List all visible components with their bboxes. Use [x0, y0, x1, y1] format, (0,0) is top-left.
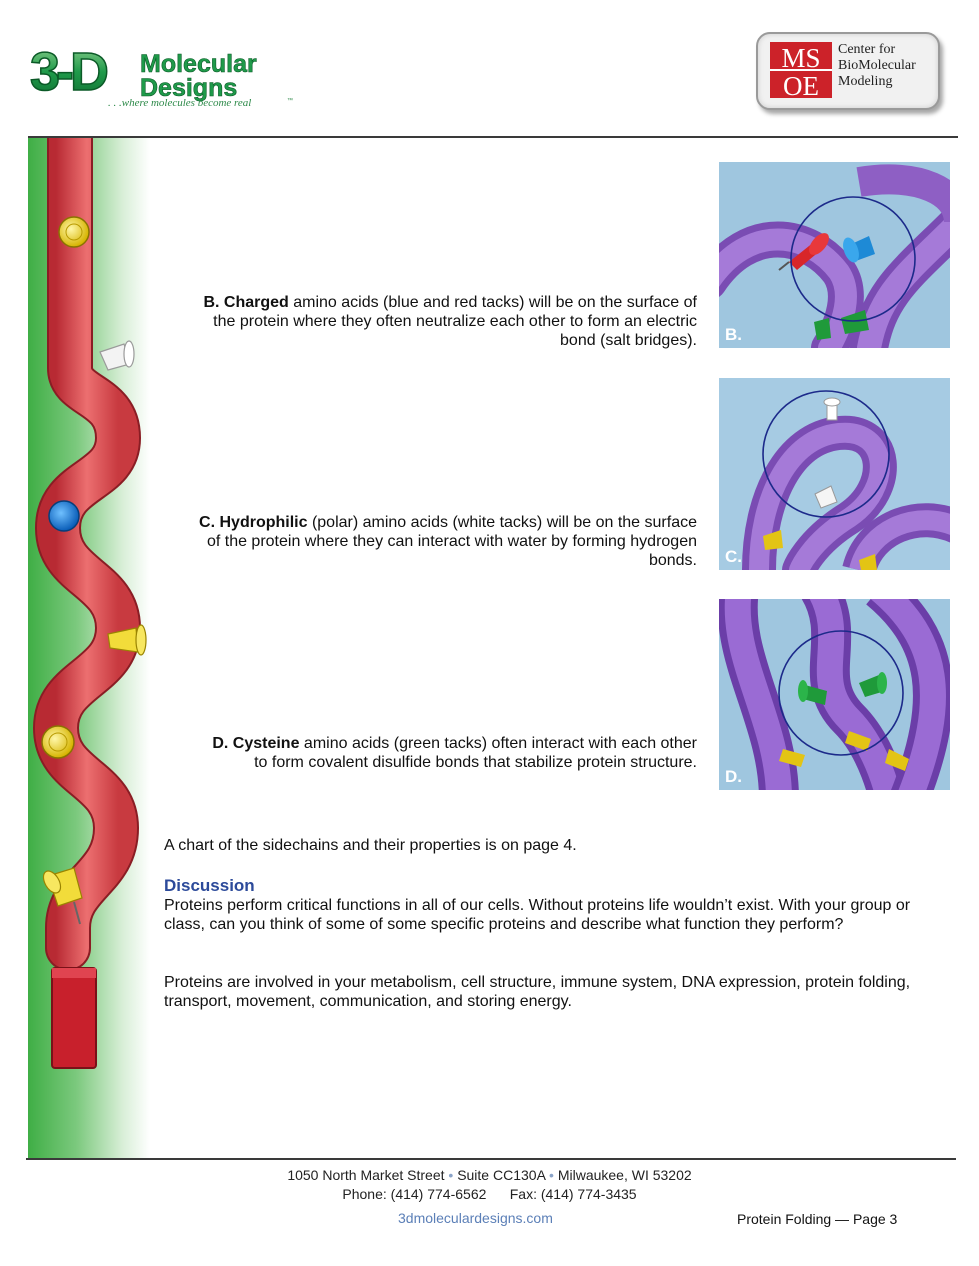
- footer-street: 1050 North Market Street: [287, 1167, 445, 1183]
- chart-reference-note: A chart of the sidechains and their properties is on page 4.: [164, 837, 577, 854]
- side-protein-illustration: [28, 138, 158, 1078]
- 3d-molecular-designs-logo: [28, 40, 303, 110]
- photo-label-b: B.: [725, 325, 742, 344]
- msoe-mark-top: MS: [781, 43, 821, 73]
- protein-chain-graphic: [28, 138, 158, 1078]
- footer-website-link[interactable]: 3dmoleculardesigns.com: [398, 1210, 553, 1226]
- protein-chain-body: [56, 138, 118, 948]
- photo-label-c: C.: [725, 547, 742, 566]
- msoe-logo-mark: [770, 42, 832, 98]
- yellow-tack-icon: [42, 726, 74, 758]
- footer-page-label: Protein Folding — Page 3: [737, 1211, 898, 1227]
- discussion-paragraph-2: Proteins are involved in your metabolism, cell structure, immune system, DNA expression, protein folding, transport, movement, communication, and storing energy.: [164, 974, 911, 1010]
- footer-contact: [0, 1186, 979, 1202]
- photo-charged-tacks: [719, 162, 950, 348]
- logo-mark: 3-D: [30, 42, 106, 102]
- charged-tacks-image: [719, 162, 950, 348]
- cysteine-tacks-image: [719, 599, 950, 790]
- logo-tagline: . . .where molecules become real: [108, 97, 252, 109]
- item-hydrophilic-text: [197, 513, 697, 570]
- discussion-heading: Discussion: [164, 876, 255, 895]
- item-charged-text: [197, 293, 697, 350]
- header-divider: [28, 136, 958, 138]
- item-hydrophilic-title: C. Hydrophilic: [199, 514, 308, 531]
- footer-suite: Suite CC130A: [457, 1167, 546, 1183]
- item-cysteine-text: [197, 734, 697, 772]
- logo-trademark: ™: [287, 98, 293, 104]
- footer-separator: •: [448, 1167, 454, 1183]
- hydrophilic-tacks-image: [719, 378, 950, 570]
- footer-separator: •: [549, 1167, 554, 1183]
- blue-tack-icon: [49, 501, 79, 531]
- logo-graphic: [28, 40, 303, 110]
- photo-cysteine-tacks: [719, 599, 950, 790]
- discussion-paragraph-1: Proteins perform critical functions in all of our cells. Without proteins life wouldn’t exist. With your group or class, can you think of some of some specific proteins and describe what function they perform?: [164, 897, 911, 933]
- photo-hydrophilic-tacks: [719, 378, 950, 570]
- yellow-tack-icon: [59, 217, 89, 247]
- footer-divider: [26, 1158, 956, 1160]
- msoe-line-2: BioMolecular: [838, 58, 916, 73]
- footer-fax: Fax: (414) 774-3435: [509, 1186, 637, 1202]
- white-tack-icon: [100, 341, 134, 370]
- item-charged-body: amino acids (blue and red tacks) will be on the surface of the protein where they often neutralize each other to form an electric bond (salt bridges).: [213, 294, 697, 349]
- msoe-line-1: Center for: [838, 42, 896, 57]
- chain-end-cap: [52, 968, 96, 1068]
- logo-word-designs: Designs: [140, 74, 238, 102]
- footer-address: [0, 1167, 979, 1183]
- photo-label-d: D.: [725, 767, 742, 786]
- footer-city: Milwaukee, WI 53202: [557, 1167, 692, 1183]
- logo-word-molecular: Molecular: [140, 50, 257, 78]
- msoe-center-badge: [756, 32, 940, 110]
- msoe-mark-bottom: OE: [783, 71, 819, 98]
- footer-phone: Phone: (414) 774-6562: [342, 1186, 487, 1202]
- msoe-line-3: Modeling: [838, 74, 893, 89]
- item-charged-title: B. Charged: [203, 294, 289, 311]
- item-hydrophilic-body: (polar) amino acids (white tacks) will be on the surface of the protein where they can interact with water by forming hydrogen bonds.: [206, 514, 697, 569]
- msoe-center-name: [838, 42, 934, 90]
- item-cysteine-body: amino acids (green tacks) often interact with each other to form covalent disulfide bonds that stabilize protein structure.: [254, 735, 697, 771]
- chain-end-cap-rim: [52, 968, 96, 978]
- item-cysteine-title: D. Cysteine: [212, 735, 300, 752]
